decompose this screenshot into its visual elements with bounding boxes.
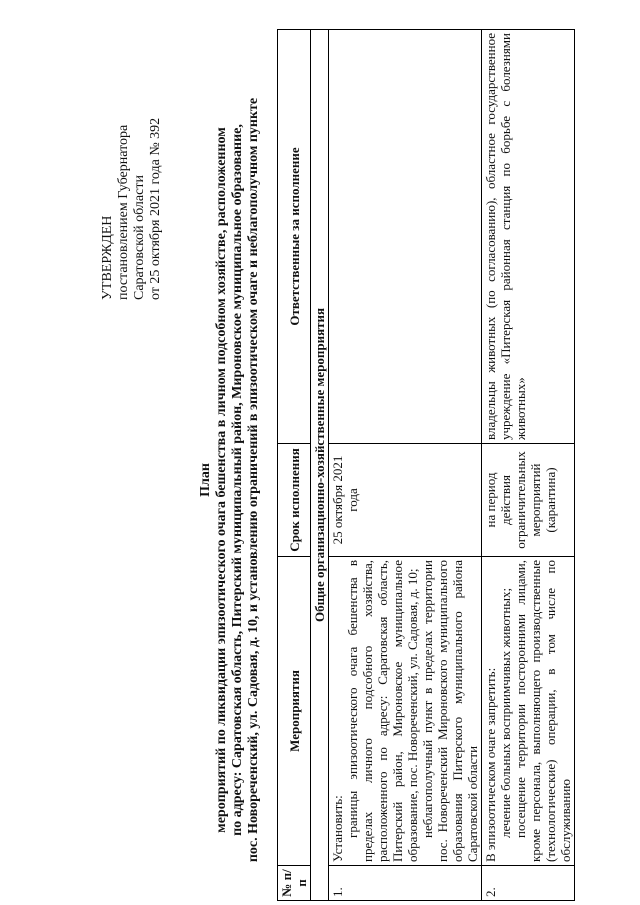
header-responsible: Ответственные за исполнение xyxy=(278,30,311,444)
approval-line: Саратовской области xyxy=(132,175,147,300)
row-actions xyxy=(482,557,575,866)
approval-stamp xyxy=(100,118,164,300)
action-line: В эпизоотическом очаге запретить: xyxy=(483,667,498,862)
action-line: неблагополучный пункт в пределах территории пос. Новореченский Мироновского муниципального образования Питерского муниципального района Саратовской области xyxy=(420,560,480,862)
approval-line: от 25 октября 2021 года № 392 xyxy=(148,117,163,300)
table-row xyxy=(482,30,575,901)
plan-subtitle-line: по адресу: Саратовская область, Питерский муниципальный район, Мироновское муниципальное образование, xyxy=(230,124,245,836)
action-line: Установить: xyxy=(330,795,345,862)
row-number: 2. xyxy=(482,866,575,901)
plan-subtitle-line: пос. Новореченский, ул. Садовая, д. 10, и установлению ограничений в эпизоотическом очаге и неблагополучном пункте xyxy=(246,97,261,863)
action-line: границы эпизоотического очага бешенства в пределах личного подсобного хозяйства, расположенного по адресу: Саратовская область, Питерский район, Мироновское муниципальное образование, пос. Новореченский, ул. Садовая, д. 10; xyxy=(345,560,420,862)
measures-table xyxy=(277,29,575,901)
approval-line: постановлением Губернатора xyxy=(116,124,131,300)
row-responsible xyxy=(329,30,482,444)
plan-heading xyxy=(198,65,262,895)
table-header-row xyxy=(278,30,311,901)
plan-title: План xyxy=(198,463,213,497)
action-line: лечение больных восприимчивых животных; xyxy=(498,587,513,838)
plan-subtitle-line: мероприятий по ликвидации эпизоотического очага бешенства в личном подсобном хозяйстве, расположенном xyxy=(214,127,229,833)
row-number: 1. xyxy=(329,866,482,901)
header-term: Срок исполнения xyxy=(278,444,311,557)
section-title: Общие организационно-хозяйственные мероприятия xyxy=(311,30,329,901)
header-number: № п/п xyxy=(278,866,311,901)
row-actions xyxy=(329,557,482,866)
row-responsible: владельцы животных (по согласованию), областное государственное учреждение «Питерская районная станция по борьбе с болезнями животных» xyxy=(482,30,575,444)
header-actions: Мероприятия xyxy=(278,557,311,866)
row-term: 25 октября 2021 года xyxy=(329,444,482,557)
section-row xyxy=(311,30,329,901)
action-line: посещение территории посторонними лицами, кроме персонала, выполняющего производственные (технологические) операции, в том числе по обслуживанию xyxy=(513,560,573,862)
approval-line: УТВЕРЖДЕН xyxy=(100,215,115,300)
table-row xyxy=(329,30,482,901)
row-term: на период действия ограничительных мероприятий (карантина) xyxy=(482,444,575,557)
